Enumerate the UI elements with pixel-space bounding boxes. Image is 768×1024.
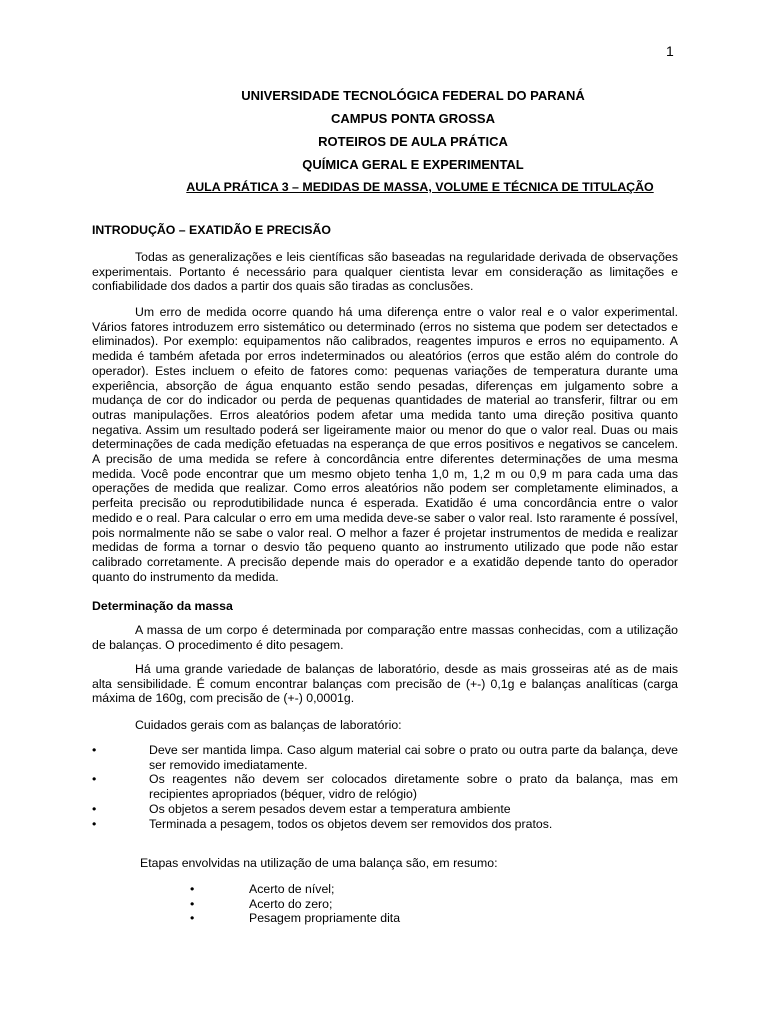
etapas-list bbox=[190, 882, 590, 926]
university-name: UNIVERSIDADE TECNOLÓGICA FEDERAL DO PARANÁ bbox=[241, 88, 585, 103]
lesson-title: AULA PRÁTICA 3 – MEDIDAS DE MASSA, VOLUME E TÉCNICA DE TITULAÇÃO bbox=[186, 180, 654, 194]
bullet-icon: • bbox=[190, 896, 195, 911]
list-item-text: Deve ser mantida limpa. Caso algum material cai sobre o prato ou outra parte da balança, deve ser removido imediatamente. bbox=[149, 743, 678, 772]
document-header bbox=[90, 84, 736, 176]
list-item bbox=[190, 911, 590, 926]
list-item bbox=[190, 897, 590, 912]
bullet-icon: • bbox=[92, 772, 97, 787]
list-item-text: Pesagem propriamente dita bbox=[249, 911, 401, 926]
page-number: 1 bbox=[666, 43, 674, 59]
massa-paragraph-1 bbox=[92, 623, 678, 652]
course-material-title: ROTEIROS DE AULA PRÁTICA bbox=[318, 134, 508, 149]
course-name: QUÍMICA GERAL E EXPERIMENTAL bbox=[302, 157, 524, 172]
campus-name: CAMPUS PONTA GROSSA bbox=[331, 111, 495, 126]
massa-paragraph-2 bbox=[92, 662, 678, 706]
list-item-text: Os objetos a serem pesados devem estar a temperatura ambiente bbox=[149, 801, 511, 816]
cuidados-intro: Cuidados gerais com as balanças de laboratório: bbox=[135, 718, 402, 732]
intro-paragraph-1 bbox=[92, 250, 678, 294]
massa-paragraph-1-text: A massa de um corpo é determinada por comparação entre massas conhecidas, com a utilização de balanças. O procedimento é dito pesagem. bbox=[92, 623, 678, 652]
massa-heading: Determinação da massa bbox=[92, 599, 233, 613]
bullet-icon: • bbox=[190, 911, 195, 926]
intro-paragraph-1-text: Todas as generalizações e leis científicas são baseadas na regularidade derivada de observações experimentais. Portanto é necessário para qualquer cientista levar em consideração as limitações e confiabilidade dos dados a partir dos quais são tiradas as conclusões. bbox=[92, 250, 678, 294]
bullet-icon: • bbox=[190, 882, 195, 896]
intro-paragraph-2 bbox=[92, 305, 678, 584]
list-item bbox=[92, 817, 678, 832]
bullet-icon: • bbox=[92, 743, 97, 757]
list-item bbox=[92, 802, 678, 817]
list-item-text: Terminada a pesagem, todos os objetos devem ser removidos dos pratos. bbox=[149, 816, 553, 831]
list-item-text: Acerto do zero; bbox=[249, 896, 333, 911]
list-item-text: Os reagentes não devem ser colocados diretamente sobre o prato da balança, mas em recipientes apropriados (béquer, vidro de relógio) bbox=[149, 772, 678, 802]
list-item bbox=[190, 882, 590, 897]
list-item bbox=[92, 772, 678, 801]
list-item bbox=[92, 743, 678, 772]
cuidados-list bbox=[92, 743, 678, 831]
intro-paragraph-2-text: Um erro de medida ocorre quando há uma diferença entre o valor real e o valor experimental. Vários fatores introduzem erro sistemático ou determinado (erros no sistema que podem ser detectados e eliminados). Por exemplo: equipamentos não calibrados, reagentes impuros e erros no equipamento. A medida é também afetada por erros indeterminados ou aleatórios (erros que estão além do controle do operador). Estes incluem o efeito de fatores como: pequenas variações de temperatura durante uma experiência, absorção de água enquanto estão sendo pesadas, diferenças em julgamento sobre a mudança de cor do indicador ou perda de pequenas quantidades de material ao transferir, filtrar ou em outras manipulações. Erros aleatórios podem afetar uma medida tanto uma direção positiva quanto negativa. Assim um resultado poderá ser ligeiramente maior ou menor do que o valor real. Duas ou mais determinações de cada medição efetuadas na esperança de que erros positivos e negativos se cancelem. A precisão de uma medida se refere à concordância entre diferentes determinações de uma mesma medida. Você pode encontrar que um mesmo objeto tenha 1,0 m, 1,2 m ou 0,9 m para cada uma das operações de medida que realizar. Como erros aleatórios não podem ser completamente eliminados, a perfeita precisão ou reprodutibilidade nunca é esperada. Exatidão é uma concordância entre o valor medido e o real. Para calcular o erro em uma medida deve-se saber o valor real. Isto raramente é possível, pois normalmente não se sabe o valor real. O melhor a fazer é projetar instrumentos de medida e realizar medidas de forma a tornar o desvio tão pequeno quanto ao instrumento utilizado que pode não estar calibrado corretamente. A precisão depende mais do operador e a exatidão depende tanto do operador quanto do instrumento da medida. bbox=[92, 305, 678, 584]
intro-heading: INTRODUÇÃO – EXATIDÃO E PRECISÃO bbox=[92, 223, 331, 237]
bullet-icon: • bbox=[92, 801, 97, 816]
massa-paragraph-2-text: Há uma grande variedade de balanças de laboratório, desde as mais grosseiras até as de mais alta sensibilidade. É comum encontrar balanças com precisão de (+-) 0,1g e balanças analíticas (carga máxima de 160g, com precisão de (+-) 0,0001g. bbox=[92, 662, 678, 706]
etapas-intro: Etapas envolvidas na utilização de uma balança são, em resumo: bbox=[140, 856, 498, 870]
list-item-text: Acerto de nível; bbox=[249, 882, 335, 896]
bullet-icon: • bbox=[92, 816, 97, 831]
